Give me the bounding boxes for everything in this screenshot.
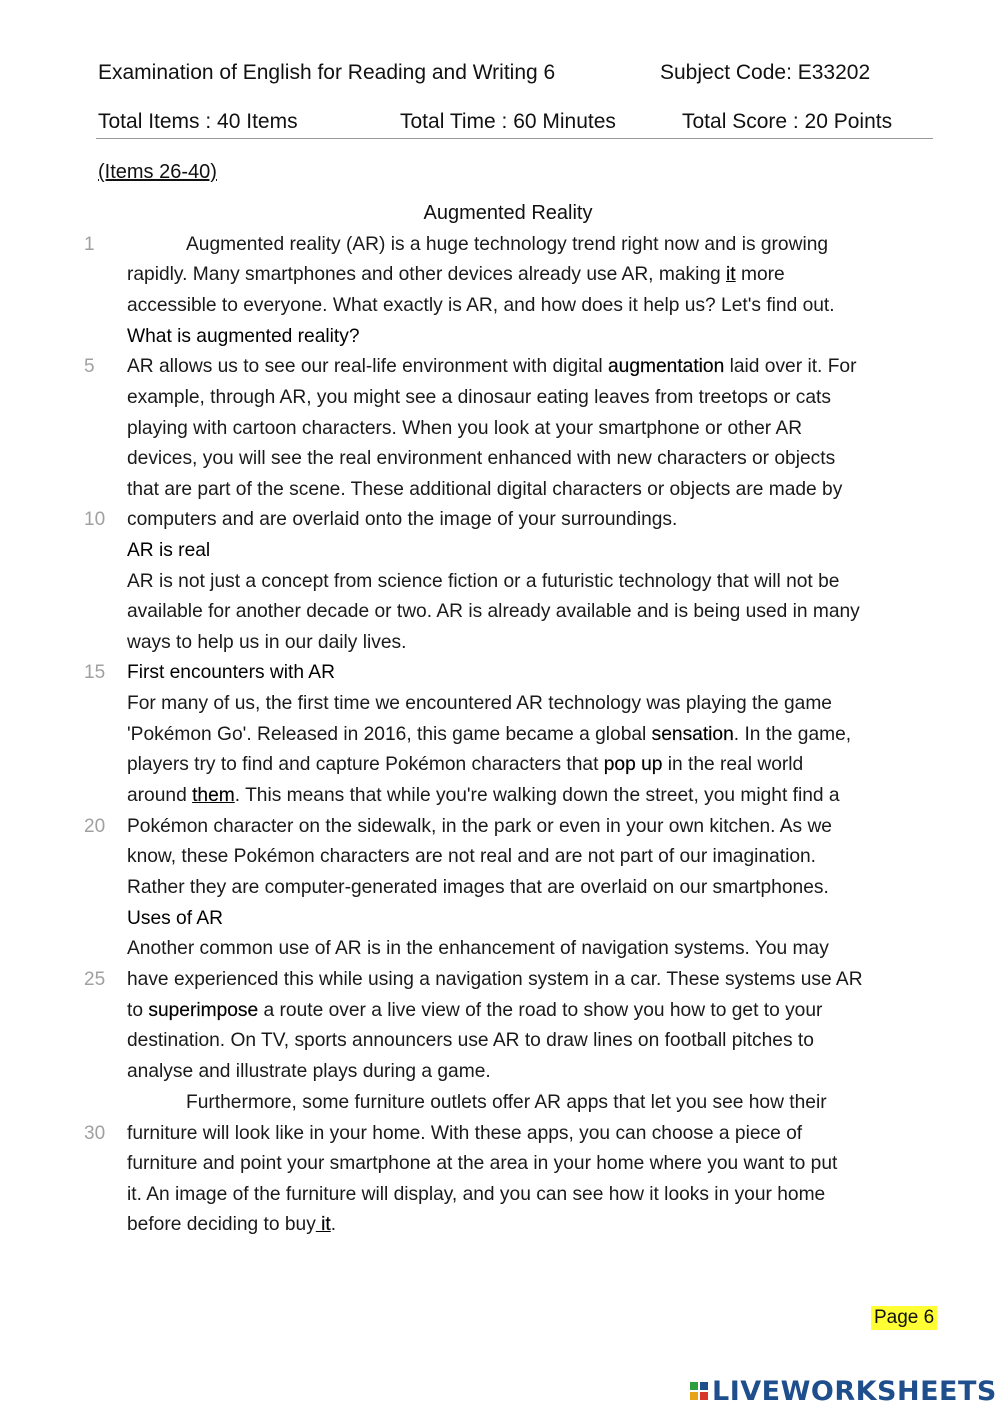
total-score: Total Score : 20 Points	[682, 110, 893, 133]
section-heading: What is augmented reality?	[127, 326, 360, 347]
passage-line: furniture will look like in your home. With these apps, you can choose a piece of	[127, 1123, 803, 1144]
referent-it: it	[726, 264, 736, 285]
line-number: 1	[84, 234, 95, 255]
total-items: Total Items : 40 Items	[98, 110, 298, 133]
passage-line: available for another decade or two. AR is already available and is being used in many	[127, 601, 860, 622]
items-range-label: (Items 26-40)	[98, 161, 217, 183]
line-number: 20	[84, 816, 106, 837]
passage-line: have experienced this while using a navigation system in a car. These systems use AR	[127, 969, 863, 990]
logo-square	[690, 1392, 698, 1400]
passage-line: AR allows us to see our real-life environment with digital augmentation laid over it. For	[127, 356, 857, 377]
passage-line: to superimpose a route over a live view of the road to show you how to get to your	[127, 1000, 823, 1021]
passage-line: around them. This means that while you're walking down the street, you might find a	[127, 785, 840, 806]
passage-line: Furthermore, some furniture outlets offer AR apps that let you see how their	[186, 1092, 827, 1113]
vocab-superimpose: superimpose	[148, 1000, 259, 1021]
passage-line: analyse and illustrate plays during a game.	[127, 1061, 491, 1082]
passage-line: For many of us, the first time we encountered AR technology was playing the game	[127, 693, 832, 714]
passage-line: playing with cartoon characters. When you look at your smartphone or other AR	[127, 418, 803, 439]
passage-line: destination. On TV, sports announcers use AR to draw lines on football pitches to	[127, 1030, 814, 1051]
subject-code: Subject Code: E33202	[660, 61, 871, 84]
vocab-pop-up: pop up	[603, 754, 663, 775]
passage-line: that are part of the scene. These additional digital characters or objects are made by	[127, 479, 843, 500]
referent-it-2: it	[315, 1214, 331, 1235]
passage-title: Augmented Reality	[423, 202, 593, 224]
page-number: Page 6	[871, 1306, 937, 1330]
liveworksheets-logo[interactable]	[690, 1374, 997, 1408]
passage-line: ways to help us in our daily lives.	[127, 632, 407, 653]
passage-line: before deciding to buy it.	[127, 1214, 337, 1235]
passage-line: example, through AR, you might see a dinosaur eating leaves from treetops or cats	[127, 387, 831, 408]
passage-line: Another common use of AR is in the enhancement of navigation systems. You may	[127, 938, 829, 959]
passage-line: it. An image of the furniture will display, and you can see how it looks in your home	[127, 1184, 826, 1205]
passage-line: computers and are overlaid onto the image of your surroundings.	[127, 509, 678, 530]
passage-line: Pokémon character on the sidewalk, in the park or even in your own kitchen. As we	[127, 816, 832, 837]
passage-line: 'Pokémon Go'. Released in 2016, this game became a global sensation. In the game,	[127, 724, 852, 745]
passage-line: rapidly. Many smartphones and other devices already use AR, making it more	[127, 264, 785, 285]
section-heading: Uses of AR	[127, 908, 223, 929]
passage-line: accessible to everyone. What exactly is AR, and how does it help us? Let's find out.	[127, 295, 835, 316]
logo-square	[690, 1382, 698, 1390]
logo-square	[700, 1392, 708, 1400]
passage-line: players try to find and capture Pokémon characters that pop up in the real world	[127, 754, 804, 775]
exam-title: Examination of English for Reading and Writing 6	[98, 61, 556, 84]
referent-them: them	[192, 785, 235, 806]
vocab-sensation: sensation	[651, 724, 734, 745]
line-number: 30	[84, 1123, 106, 1144]
logo-square	[700, 1382, 708, 1390]
passage-line: Augmented reality (AR) is a huge technology trend right now and is growing	[186, 234, 829, 255]
passage-line: Rather they are computer-generated images that are overlaid on our smartphones.	[127, 877, 829, 898]
section-heading: First encounters with AR	[127, 662, 335, 683]
total-time: Total Time : 60 Minutes	[400, 110, 616, 133]
line-number: 25	[84, 969, 106, 990]
line-number: 10	[84, 509, 106, 530]
line-number: 15	[84, 662, 106, 683]
passage-line: know, these Pokémon characters are not real and are not part of our imagination.	[127, 846, 817, 867]
logo-grid-icon	[690, 1382, 708, 1400]
header-divider	[96, 138, 933, 139]
passage-line: devices, you will see the real environment enhanced with new characters or objects	[127, 448, 836, 469]
passage-line: AR is not just a concept from science fiction or a futuristic technology that will not be	[127, 571, 840, 592]
vocab-augmentation: augmentation	[607, 356, 725, 377]
section-heading: AR is real	[127, 540, 211, 561]
passage-line: furniture and point your smartphone at the area in your home where you want to put	[127, 1153, 838, 1174]
logo-text: LIVEWORKSHEETS	[712, 1375, 997, 1407]
line-number: 5	[84, 356, 95, 377]
